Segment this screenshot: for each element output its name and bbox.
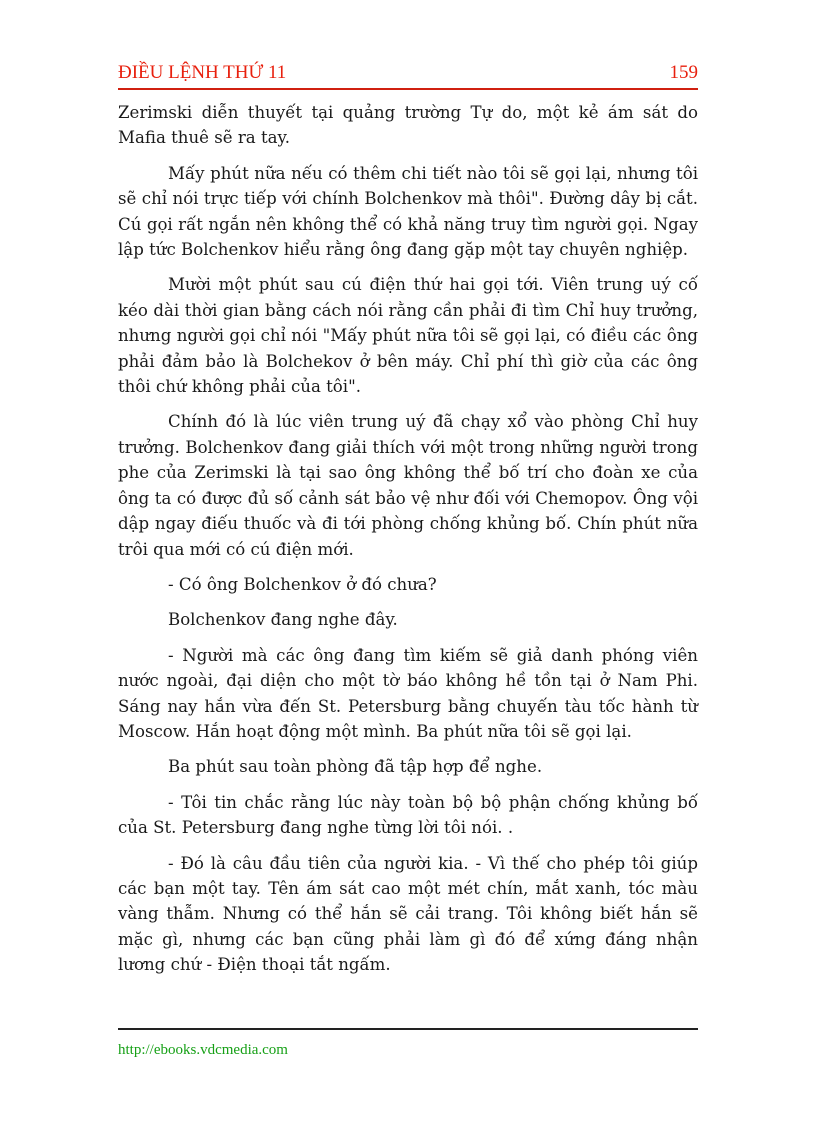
paragraph: Ba phút sau toàn phòng đã tập hợp để nghe. — [168, 757, 543, 777]
paragraph: Chính đó là lúc viên trung uý đã chạy xổ vào phòng Chỉ huy trưởng. Bolchenkov đang giải thích với một trong những người trong phe của Zerimski là tại sao ông không thể bố trí cho đoàn xe của ông ta có được đủ số cảnh sát bảo vệ như đối với Chemopov. Ông vội dập ngay điếu thuốc và đi tới phòng chống khủng bố. Chín phút nữa trôi qua mới có cú điện mới. — [118, 412, 698, 559]
paragraph: - Có ông Bolchenkov ở đó chưa? — [168, 574, 437, 594]
paragraph: Mấy phút nữa nếu có thêm chi tiết nào tôi sẽ gọi lại, nhưng tôi sẽ chỉ nói trực tiếp với chính Bolchenkov mà thôi". Đường dây bị cắt. Cú gọi rất ngắn nên không thể có khả năng truy tìm người gọi. Ngay lập tức Bolchenkov hiểu rằng ông đang gặp một tay chuyên nghiệp. — [118, 163, 698, 260]
body-text — [118, 100, 698, 988]
chapter-title: ĐIỀU LỆNH THỨ 11 — [118, 62, 287, 83]
footer-divider — [118, 1028, 698, 1030]
footer-link[interactable]: http://ebooks.vdcmedia.com — [118, 1042, 288, 1058]
paragraph: - Tôi tin chắc rằng lúc này toàn bộ bộ phận chống khủng bố của St. Petersburg đang nghe từng lời tôi nói. . — [118, 792, 698, 838]
paragraph: Bolchenkov đang nghe đây. — [168, 610, 398, 630]
paragraph: - Người mà các ông đang tìm kiếm sẽ giả danh phóng viên nước ngoài, đại diện cho một tờ báo không hề tồn tại ở Nam Phi. Sáng nay hắn vừa đến St. Petersburg bằng chuyến tàu tốc hành từ Moscow. Hắn hoạt động một mình. Ba phút nữa tôi sẽ gọi lại. — [118, 645, 698, 741]
paragraph: Zerimski diễn thuyết tại quảng trường Tự do, một kẻ ám sát do Mafia thuê sẽ ra tay. — [118, 103, 698, 148]
paragraph: Mười một phút sau cú điện thứ hai gọi tới. Viên trung uý cố kéo dài thời gian bằng cách nói rằng cần phải đi tìm Chỉ huy trưởng, nhưng người gọi chỉ nói "Mấy phút nữa tôi sẽ gọi lại, có điều các ông phải đảm bảo là Bolchekov ở bên máy. Chỉ phí thì giờ của các ông thôi chứ không phải của tôi". — [118, 275, 698, 397]
page-header — [118, 60, 698, 90]
page-number: 159 — [669, 62, 698, 83]
paragraph: - Đó là câu đầu tiên của người kia. - Vì thế cho phép tôi giúp các bạn một tay. Tên ám sát cao một mét chín, mắt xanh, tóc màu vàng thẫm. Nhưng có thể hắn sẽ cải trang. Tôi không biết hắn sẽ mặc gì, nhưng các bạn cũng phải làm gì đó để xứng đáng nhận lương chứ - Điện thoại tắt ngấm. — [118, 853, 698, 975]
